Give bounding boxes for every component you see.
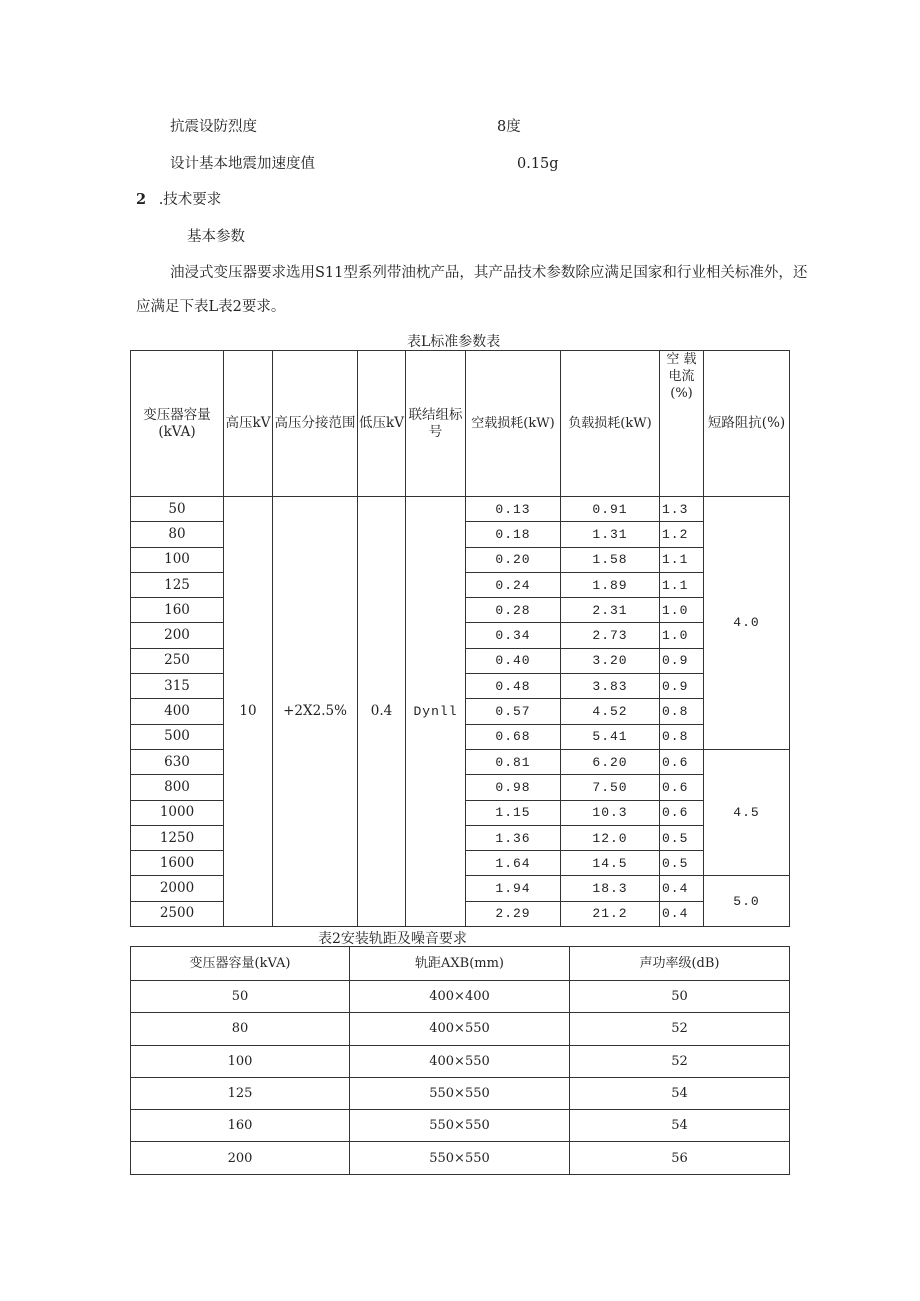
rail-gauge-cell: 550×550: [350, 1077, 570, 1109]
param-value: 8度: [497, 119, 521, 135]
noload-loss-cell: 1.15: [466, 800, 561, 825]
tap-cell: +2X2.5%: [273, 497, 358, 927]
sound-power-cell: 50: [570, 981, 790, 1013]
noload-loss-cell: 0.24: [466, 572, 561, 597]
param-row-seismic: [170, 117, 521, 137]
load-loss-cell: 2.73: [561, 623, 660, 648]
noload-current-cell: 0.5: [660, 851, 704, 876]
table2-header-row: [131, 947, 790, 981]
table-row: [131, 1045, 790, 1077]
load-loss-cell: 7.50: [561, 775, 660, 800]
standard-parameters-table: [130, 350, 790, 927]
param-value: 0.15g: [517, 156, 559, 172]
noload-loss-cell: 0.13: [466, 497, 561, 522]
noload-loss-cell: 0.20: [466, 547, 561, 572]
rail-gauge-cell: 550×550: [350, 1110, 570, 1142]
noload-loss-cell: 1.64: [466, 851, 561, 876]
capacity-cell: 80: [131, 522, 224, 547]
capacity-cell: 160: [131, 1110, 350, 1142]
load-loss-cell: 4.52: [561, 699, 660, 724]
noload-loss-cell: 0.28: [466, 598, 561, 623]
capacity-cell: 1600: [131, 851, 224, 876]
rail-gauge-cell: 550×550: [350, 1142, 570, 1174]
table-row: [131, 1142, 790, 1174]
header-group: 联结组标号: [406, 351, 466, 497]
subsection-heading: 基本参数: [187, 229, 245, 245]
impedance-cell: 5.0: [704, 876, 790, 927]
noload-current-cell: 0.5: [660, 825, 704, 850]
sound-power-cell: 52: [570, 1013, 790, 1045]
noload-loss-cell: 1.94: [466, 876, 561, 901]
param-label: 设计基本地震加速度值: [170, 156, 315, 172]
param-row-acceleration: [170, 154, 559, 174]
load-loss-cell: 5.41: [561, 724, 660, 749]
load-loss-cell: 1.89: [561, 572, 660, 597]
header-current: 空 载电流(%): [660, 351, 704, 497]
rail-noise-table: [130, 946, 790, 1175]
capacity-cell: 50: [131, 981, 350, 1013]
section-heading: [136, 190, 221, 210]
capacity-cell: 200: [131, 623, 224, 648]
hv-cell: 10: [224, 497, 273, 927]
capacity-cell: 1000: [131, 800, 224, 825]
capacity-cell: 80: [131, 1013, 350, 1045]
load-loss-cell: 3.83: [561, 674, 660, 699]
load-loss-cell: 3.20: [561, 648, 660, 673]
capacity-cell: 2500: [131, 901, 224, 926]
noload-loss-cell: 0.57: [466, 699, 561, 724]
impedance-cell: 4.5: [704, 749, 790, 875]
sound-power-cell: 54: [570, 1077, 790, 1109]
load-loss-cell: 10.3: [561, 800, 660, 825]
noload-current-cell: 1.0: [660, 598, 704, 623]
header-lv: 低压kV: [358, 351, 406, 497]
noload-current-cell: 1.2: [660, 522, 704, 547]
noload-current-cell: 0.8: [660, 699, 704, 724]
paragraph-line-2: 应满足下表L表2要求。: [136, 299, 286, 315]
table-row: [131, 1110, 790, 1142]
noload-loss-cell: 0.98: [466, 775, 561, 800]
noload-current-cell: 1.1: [660, 547, 704, 572]
header-load: 负载损耗(kW): [561, 351, 660, 497]
capacity-cell: 800: [131, 775, 224, 800]
group-cell: Dynll: [406, 497, 466, 927]
sound-power-cell: 56: [570, 1142, 790, 1174]
capacity-cell: 200: [131, 1142, 350, 1174]
noload-current-cell: 0.6: [660, 749, 704, 774]
noload-current-cell: 0.6: [660, 800, 704, 825]
table-row: [131, 1013, 790, 1045]
load-loss-cell: 1.58: [561, 547, 660, 572]
load-loss-cell: 14.5: [561, 851, 660, 876]
capacity-cell: 125: [131, 1077, 350, 1109]
capacity-cell: 2000: [131, 876, 224, 901]
header-rail-gauge: 轨距AXB(mm): [350, 947, 570, 981]
table-row: [131, 497, 790, 522]
table-row: [131, 981, 790, 1013]
load-loss-cell: 12.0: [561, 825, 660, 850]
capacity-cell: 100: [131, 547, 224, 572]
header-tap: 高压分接范围: [273, 351, 358, 497]
noload-current-cell: 0.9: [660, 648, 704, 673]
noload-current-cell: 0.4: [660, 901, 704, 926]
load-loss-cell: 0.91: [561, 497, 660, 522]
section-title: .技术要求: [158, 192, 222, 208]
header-sound-power: 声功率级(dB): [570, 947, 790, 981]
load-loss-cell: 6.20: [561, 749, 660, 774]
capacity-cell: 160: [131, 598, 224, 623]
noload-loss-cell: 1.36: [466, 825, 561, 850]
noload-current-cell: 0.4: [660, 876, 704, 901]
noload-loss-cell: 2.29: [466, 901, 561, 926]
table1-header-row: [131, 351, 790, 497]
load-loss-cell: 18.3: [561, 876, 660, 901]
capacity-cell: 500: [131, 724, 224, 749]
header-capacity: 变压器容量(kVA): [131, 947, 350, 981]
noload-current-cell: 0.9: [660, 674, 704, 699]
impedance-cell: 4.0: [704, 497, 790, 750]
noload-current-cell: 0.6: [660, 775, 704, 800]
section-number: 2: [136, 191, 147, 208]
header-impedance: 短路阻抗(%): [704, 351, 790, 497]
noload-loss-cell: 0.81: [466, 749, 561, 774]
table1-caption: 表L标准参数表: [407, 334, 501, 350]
capacity-cell: 100: [131, 1045, 350, 1077]
load-loss-cell: 2.31: [561, 598, 660, 623]
noload-loss-cell: 0.40: [466, 648, 561, 673]
noload-current-cell: 0.8: [660, 724, 704, 749]
sound-power-cell: 52: [570, 1045, 790, 1077]
noload-current-cell: 1.3: [660, 497, 704, 522]
capacity-cell: 315: [131, 674, 224, 699]
header-hv: 高压kV: [224, 351, 273, 497]
noload-loss-cell: 0.48: [466, 674, 561, 699]
capacity-cell: 125: [131, 572, 224, 597]
noload-current-cell: 1.1: [660, 572, 704, 597]
capacity-cell: 50: [131, 497, 224, 522]
paragraph-line-1: 油浸式变压器要求选用S11型系列带油枕产品，其产品技术参数除应满足国家和行业相关标准外，还: [170, 265, 808, 281]
capacity-cell: 250: [131, 648, 224, 673]
table2-caption: 表2安装轨距及噪音要求: [318, 931, 467, 947]
table-row: [131, 1077, 790, 1109]
capacity-cell: 400: [131, 699, 224, 724]
noload-loss-cell: 0.68: [466, 724, 561, 749]
sound-power-cell: 54: [570, 1110, 790, 1142]
rail-gauge-cell: 400×550: [350, 1045, 570, 1077]
capacity-cell: 1250: [131, 825, 224, 850]
noload-current-cell: 1.0: [660, 623, 704, 648]
noload-loss-cell: 0.34: [466, 623, 561, 648]
header-noload: 空载损耗(kW): [466, 351, 561, 497]
header-capacity: 变压器容量(kVA): [131, 351, 224, 497]
noload-loss-cell: 0.18: [466, 522, 561, 547]
lv-cell: 0.4: [358, 497, 406, 927]
capacity-cell: 630: [131, 749, 224, 774]
load-loss-cell: 1.31: [561, 522, 660, 547]
rail-gauge-cell: 400×400: [350, 981, 570, 1013]
rail-gauge-cell: 400×550: [350, 1013, 570, 1045]
load-loss-cell: 21.2: [561, 901, 660, 926]
param-label: 抗震设防烈度: [170, 119, 257, 135]
